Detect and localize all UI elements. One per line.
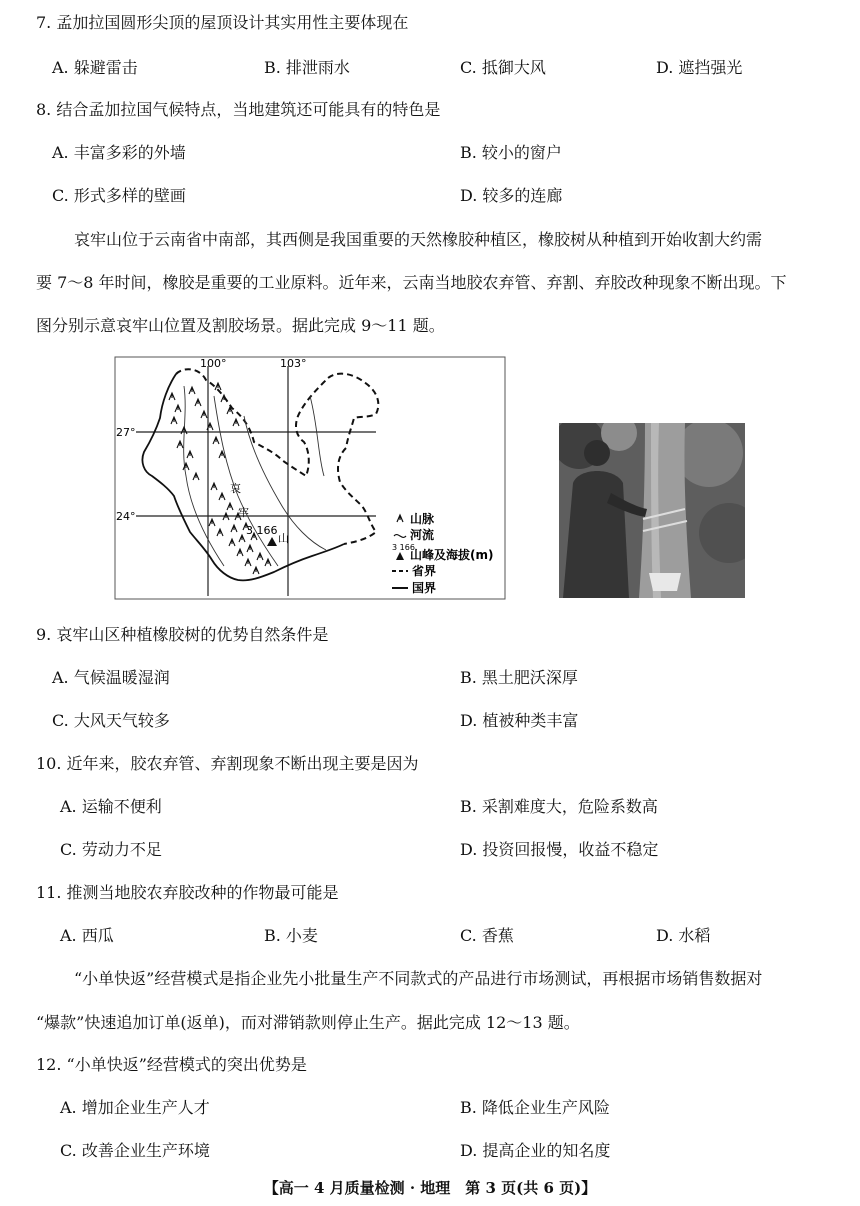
q11-option-c[interactable]: C. 香蕉: [460, 926, 514, 945]
q9-option-a[interactable]: A. 气候温暖湿润: [52, 668, 170, 687]
map-place-lao: 牢: [238, 506, 249, 519]
legend-peak-icon: [396, 552, 404, 560]
q9-option-d[interactable]: D. 植被种类丰富: [460, 711, 579, 730]
q10-option-d[interactable]: D. 投资回报慢，收益不稳定: [460, 840, 659, 859]
q11-option-a[interactable]: A. 西瓜: [60, 926, 114, 945]
passage-1-line-1: 哀牢山位于云南省中南部，其西侧是我国重要的天然橡胶种植区，橡胶树从种植到开始收割大约需: [74, 230, 763, 249]
q12-option-a[interactable]: A. 增加企业生产人才: [60, 1098, 210, 1117]
question-10-stem: 10. 近年来，胶农弃管、弃割现象不断出现主要是因为: [36, 754, 419, 773]
q10-option-a[interactable]: A. 运输不便利: [60, 797, 162, 816]
legend-peak-label: 山峰及海拔(m): [410, 548, 494, 562]
page-footer: 【高一 4 月质量检测 · 地理 第 3 页(共 6 页)】: [263, 1179, 597, 1197]
mountain-range-icon: [209, 519, 215, 526]
map-lon-label-100: 100°: [200, 357, 227, 370]
q10-option-c[interactable]: C. 劳动力不足: [60, 840, 162, 859]
map-lon-label-103: 103°: [280, 357, 307, 370]
q7-option-c[interactable]: C. 抵御大风: [460, 58, 546, 77]
q8-option-d[interactable]: D. 较多的连廊: [460, 186, 563, 205]
mountain-range-icon: [237, 549, 243, 556]
map-place-ai: 哀: [230, 482, 241, 495]
passage-1-line-3: 图分别示意哀牢山位置及割胶场景。据此完成 9～11 题。: [36, 316, 445, 335]
map-legend: [392, 512, 493, 595]
mountain-range-icon: [195, 399, 201, 406]
q7-option-b[interactable]: B. 排泄雨水: [264, 58, 350, 77]
legend-river-label: 河流: [410, 528, 435, 542]
legend-province-label: 省界: [412, 564, 437, 578]
mountain-range-icon: [253, 567, 259, 574]
legend-river-icon: [394, 535, 406, 538]
q7-option-d[interactable]: D. 遮挡强光: [656, 58, 743, 77]
q8-option-b[interactable]: B. 较小的窗户: [460, 143, 562, 162]
mountain-range-icon: [183, 463, 189, 470]
passage-2-line-1: “小单快返”经营模式是指企业先小批量生产不同款式的产品进行市场测试，再根据市场销售数据对: [74, 969, 763, 988]
q12-option-c[interactable]: C. 改善企业生产环境: [60, 1141, 210, 1160]
q12-option-b[interactable]: B. 降低企业生产风险: [460, 1098, 610, 1117]
mountain-range-icon: [177, 441, 183, 448]
mountain-range-icon: [171, 417, 177, 424]
map-lat-label-27: 27°: [116, 426, 136, 439]
q12-option-d[interactable]: D. 提高企业的知名度: [460, 1141, 611, 1160]
mountain-range-icon: [233, 419, 239, 426]
legend-national-label: 国界: [412, 581, 437, 595]
mountain-range-icon: [189, 387, 195, 394]
mountain-range-icon: [257, 553, 263, 560]
q8-option-a[interactable]: A. 丰富多彩的外墙: [52, 143, 186, 162]
question-9-stem: 9. 哀牢山区种植橡胶树的优势自然条件是: [36, 625, 329, 644]
map-peak-label: 3 166: [246, 524, 278, 537]
rubber-tapping-photo: [559, 423, 745, 598]
mountain-range-icon: [245, 559, 251, 566]
q8-option-c[interactable]: C. 形式多样的壁画: [52, 186, 186, 205]
question-7-stem: 7. 孟加拉国圆形尖顶的屋顶设计其实用性主要体现在: [36, 13, 409, 32]
q11-option-d[interactable]: D. 水稻: [656, 926, 711, 945]
mountain-range-icon: [201, 411, 207, 418]
mountain-range-icon: [265, 559, 271, 566]
question-12-stem: 12. “小单快返”经营模式的突出优势是: [36, 1055, 307, 1074]
question-8-stem: 8. 结合孟加拉国气候特点，当地建筑还可能具有的特色是: [36, 100, 441, 119]
mountain-range-icon: [193, 473, 199, 480]
mountain-range-icon: [211, 483, 217, 490]
passage-2-line-2: “爆款”快速追加订单(返单)，而对滞销款则停止生产。据此完成 12～13 题。: [36, 1013, 580, 1032]
map-lat-label-24: 24°: [116, 510, 136, 523]
q11-option-b[interactable]: B. 小麦: [264, 926, 318, 945]
ailao-mountain-location-map: [114, 356, 506, 600]
mountain-range-icon: [239, 535, 245, 542]
legend-peak-value: 3 166: [392, 543, 415, 552]
question-11-stem: 11. 推测当地胶农弃胶改种的作物最可能是: [36, 883, 339, 902]
mountain-range-icon: [231, 525, 237, 532]
passage-1-line-2: 要 7～8 年时间，橡胶是重要的工业原料。近年来，云南当地胶农弃管、弃割、弃胶改种现象不断出现。下: [36, 273, 787, 292]
q9-option-c[interactable]: C. 大风天气较多: [52, 711, 170, 730]
map-place-shan: 山: [278, 532, 289, 545]
q7-option-a[interactable]: A. 躲避雷击: [52, 58, 138, 77]
legend-mountain-label: 山脉: [410, 512, 435, 526]
legend-mountain-icon: [397, 515, 403, 522]
mountain-range-icon: [213, 437, 219, 444]
mountain-range-icon: [175, 405, 181, 412]
q9-option-b[interactable]: B. 黑土肥沃深厚: [460, 668, 578, 687]
mountain-range-icon: [187, 451, 193, 458]
mountain-range-icon: [169, 393, 175, 400]
q10-option-b[interactable]: B. 采割难度大，危险系数高: [460, 797, 658, 816]
mountain-range-icon: [219, 493, 225, 500]
mountain-range-icon: [217, 529, 223, 536]
mountain-range-icon: [229, 539, 235, 546]
mountain-range-icon: [227, 503, 233, 510]
mountain-range-icon: [247, 545, 253, 552]
